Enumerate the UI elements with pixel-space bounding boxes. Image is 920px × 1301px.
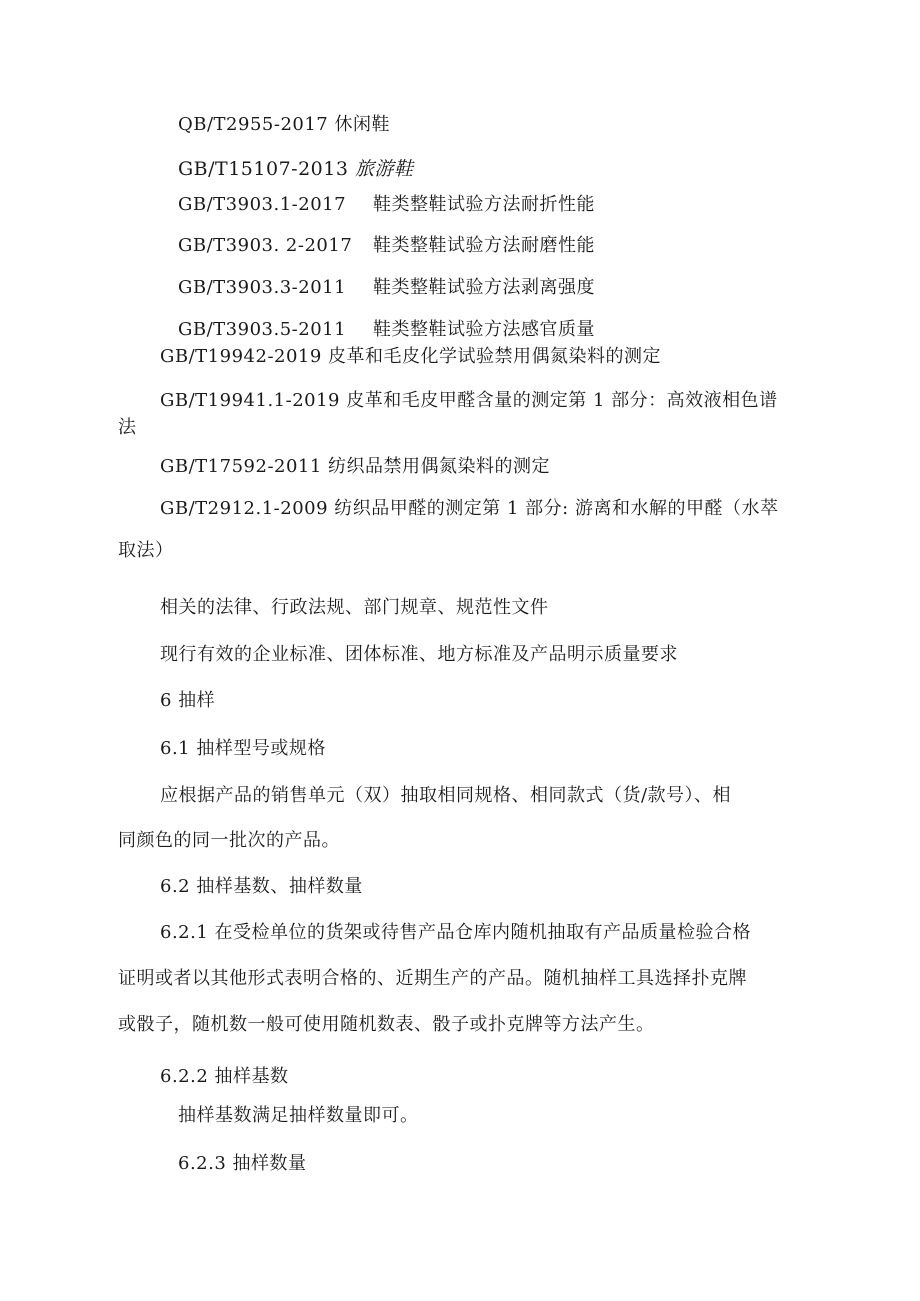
standard-line (178, 114, 390, 136)
section-heading: 6.2 抽样基数、抽样数量 (160, 876, 363, 897)
standard-code: GB/T3903.1-2017 (178, 194, 347, 215)
standard-line (178, 277, 595, 299)
standard-code: GB/T3903. 2-2017 (178, 235, 353, 256)
text-line: 应根据产品的销售单元（双）抽取相同规格、相同款式（货/款号）、相 (160, 785, 732, 806)
text-line: 或骰子，随机数一般可使用随机数表、骰子或扑克牌等方法产生。 (118, 1014, 655, 1035)
standard-title: 休闲鞋 (334, 114, 390, 135)
section-heading: 6.2.2 抽样基数 (160, 1066, 289, 1087)
section-heading: 6.1 抽样型号或规格 (160, 738, 326, 759)
standard-line (178, 194, 595, 216)
text-line: 现行有效的企业标准、团体标准、地方标准及产品明示质量要求 (160, 644, 678, 665)
standard-title: 鞋类整鞋试验方法耐折性能 (373, 194, 595, 215)
text-line: GB/T2912.1-2009 纺织品甲醛的测定第 1 部分: 游离和水解的甲醛（水萃 (160, 498, 779, 519)
text-line: 6.2.1 在受检单位的货架或待售产品仓库内随机抽取有产品质量检验合格 (160, 922, 752, 943)
section-heading: 6 抽样 (160, 690, 216, 711)
standard-title: 鞋类整鞋试验方法剥离强度 (373, 277, 595, 298)
standard-code: GB/T3903.3-2011 (178, 277, 347, 298)
text-line: 法 (118, 417, 137, 438)
standard-title: 鞋类整鞋试验方法耐磨性能 (373, 235, 595, 256)
text-line: GB/T19941.1-2019 皮革和毛皮甲醛含量的测定第 1 部分：高效液相色谱 (160, 390, 778, 411)
text-line: 证明或者以其他形式表明合格的、近期生产的产品。随机抽样工具选择扑克牌 (118, 968, 747, 989)
text-line: GB/T17592-2011 纺织品禁用偶氮染料的测定 (160, 456, 551, 477)
standard-title: 旅游鞋 (354, 158, 414, 180)
text-line: 同颜色的同一批次的产品。 (118, 830, 340, 851)
text-line: 取法） (118, 540, 174, 561)
section-heading: 6.2.3 抽样数量 (178, 1153, 307, 1174)
text-line: GB/T19942-2019 皮革和毛皮化学试验禁用偶氮染料的测定 (160, 346, 662, 367)
standard-line (178, 319, 595, 341)
standard-code: QB/T2955-2017 (178, 114, 329, 135)
text-line: 抽样基数满足抽样数量即可。 (178, 1105, 419, 1126)
standard-line (178, 158, 414, 180)
standard-code: GB/T15107-2013 (178, 158, 349, 180)
standard-title: 鞋类整鞋试验方法感官质量 (373, 319, 595, 340)
standard-line (178, 235, 595, 257)
text-line: 相关的法律、行政法规、部门规章、规范性文件 (160, 597, 549, 618)
standard-code: GB/T3903.5-2011 (178, 319, 347, 340)
